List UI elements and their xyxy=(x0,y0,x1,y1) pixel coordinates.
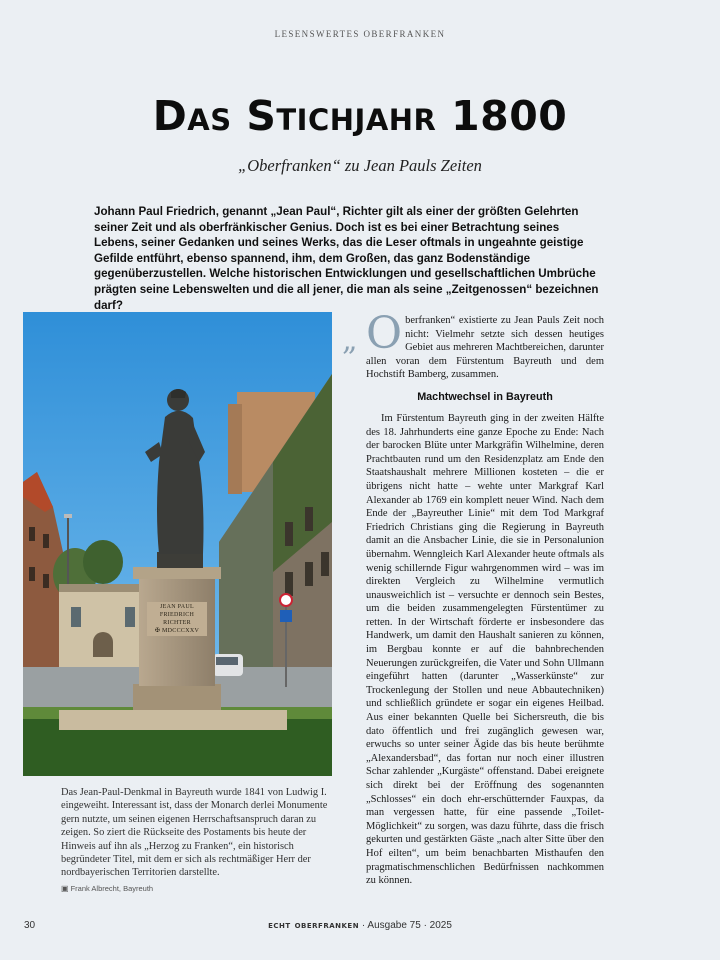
plaque-line: JEAN PAUL xyxy=(160,604,194,610)
opening-quote-mark: „ xyxy=(342,323,358,358)
magazine-brand: echt oberfranken xyxy=(268,920,360,931)
intro-text: berfranken“ existierte zu Jean Pauls Zeit noch nicht: Vielmehr setzte sich dessen heutiges Gebiet aus mehreren Machtbereichen, darunter allen voran dem Fürstentum Bayreuth und dem Hochstift Bamberg, zusammen. xyxy=(366,315,604,381)
plaque-line: ✠ MDCCCXXV xyxy=(154,628,200,634)
section-kicker: LESENSWERTES OBERFRANKEN xyxy=(274,29,446,39)
article-subtitle: „Oberfranken“ zu Jean Pauls Zeiten xyxy=(238,156,482,175)
camera-icon: ▣ xyxy=(61,884,69,893)
page-number: 30 xyxy=(24,920,36,931)
article-title: Das Stichjahr 1800 xyxy=(152,92,568,140)
body-paragraph: Im Fürstentum Bayreuth ging in der zweiten Hälfte des 18. Jahrhunderts eine ganze Epoche zu Ende: Nach der barocken Blüte unter Markgräfin Wilhelmine, deren Prachtbauten rund um den Residenzplatz am Ende den Staatshaushalt mehrere Millionen kosteten – die er übrigens nicht hatte – wehte unter Markgraf Karl Alexander ab 1769 ein komplett neuer Wind. Nach dem Ende der „Bayreuther Linie“ mit dem Tod Markgraf Friedrich Christians ging die Regierung in Bayreuth damit an die Ansbacher Linie, die sie in Personalunion übernahm. Wenngleich Karl Alexander heute oftmals als wenig schillernde Figur wahrgenommen wird – was im direkten Vergleich zu Wilhelmine vermutlich unausweichlich ist – versuchte er dennoch sein Bestes, um die beiden zusammengelegten Fürstentümer zu retten. In der Wirtschaft förderte er insbesondere das Handwerk, um damit den Haushalt sanieren zu können, im Bergbau konnte er auf die bahnbrechenden Neuerungen zurückgreifen, die Vater und Sohn Ullmann eingeführt hatten (darunter „Wasserkünste“ zur Trockenlegung der Stollen und neue Abbautechniken) und schließlich gründete er sogar ein eigenes Heilbad. Aus einer bekannten Quelle bei Sichersreuth, die bis dato öffentlich und frei zugänglich gewesen war, erwuchs so unter seiner Ägide das bis heute berühmte „Alexandersbad“, das fortan nur noch einer illustren Schar zahlender „Kurgäste“ offenstand. Dabei ereignete sich direkt bei der Eröffnung des sogenannten „Schlosses“ ein doch ehr-erschütternder Fauxpas, da man vergessen hatte, für eine passende „Toilet-Möglichkeit“ zu sorgen, was dazu führte, dass die frisch gekurten und gestärkten Gäste „nach alter Sitte über den Hof eilten“, um beim benachbarten Misthaufen den pragmatischmenschlichen Bedürfnissen nachkommen zu können. xyxy=(366,412,604,887)
article-body-column xyxy=(342,308,604,888)
section-heading: Machtwechsel in Bayreuth xyxy=(417,390,553,403)
photo-credit xyxy=(61,884,153,893)
intro-paragraph xyxy=(366,308,604,382)
photo-credit-text: Frank Albrecht, Bayreuth xyxy=(70,884,154,893)
issue-info: · Ausgabe 75 · 2025 xyxy=(359,920,452,931)
photo-caption: Das Jean-Paul-Denkmal in Bayreuth wurde 1841 von Ludwig I. eingeweiht. Interessant ist, dass der Monarch derlei Monumente gern nutzte, um seinen eigenen Herrschaftsanspruch daran zu zeigen. So ziert die Rückseite des Postaments bis heute der Hinweis auf ihn als „Herzog zu Franken“, ein historisch begründeter Titel, mit dem er sich als rechtmäßiger Herr der nordbayerischen Territorien darstellte. xyxy=(61,787,328,879)
plaque-line: FRIEDRICH RICHTER xyxy=(159,612,195,626)
jean-paul-monument-photo xyxy=(23,312,332,776)
monument-plaque xyxy=(149,603,205,635)
article-lead: Johann Paul Friedrich, genannt „Jean Paul“, Richter gilt als einer der größten Gelehrten seiner Zeit und als oberfränkischer Genius. Doch ist es bei einer Betrachtung seines Lebens, seiner Gedanken und seines Werks, das die Leser oftmals in ungeahnte geistige Gefilde entführt, ebenso spannend, ihm, dem Großen, das ganz Bodenständige gegenüberzustellen. Welche historischen Entwicklungen und gesellschaftlichen Umbrüche prägten seine Lebenswelten und die all jener, die man als seine „Zeitgenossen“ bezeichnen darf? xyxy=(94,205,599,312)
footer-publication xyxy=(0,920,720,931)
drop-cap: O xyxy=(366,308,403,359)
